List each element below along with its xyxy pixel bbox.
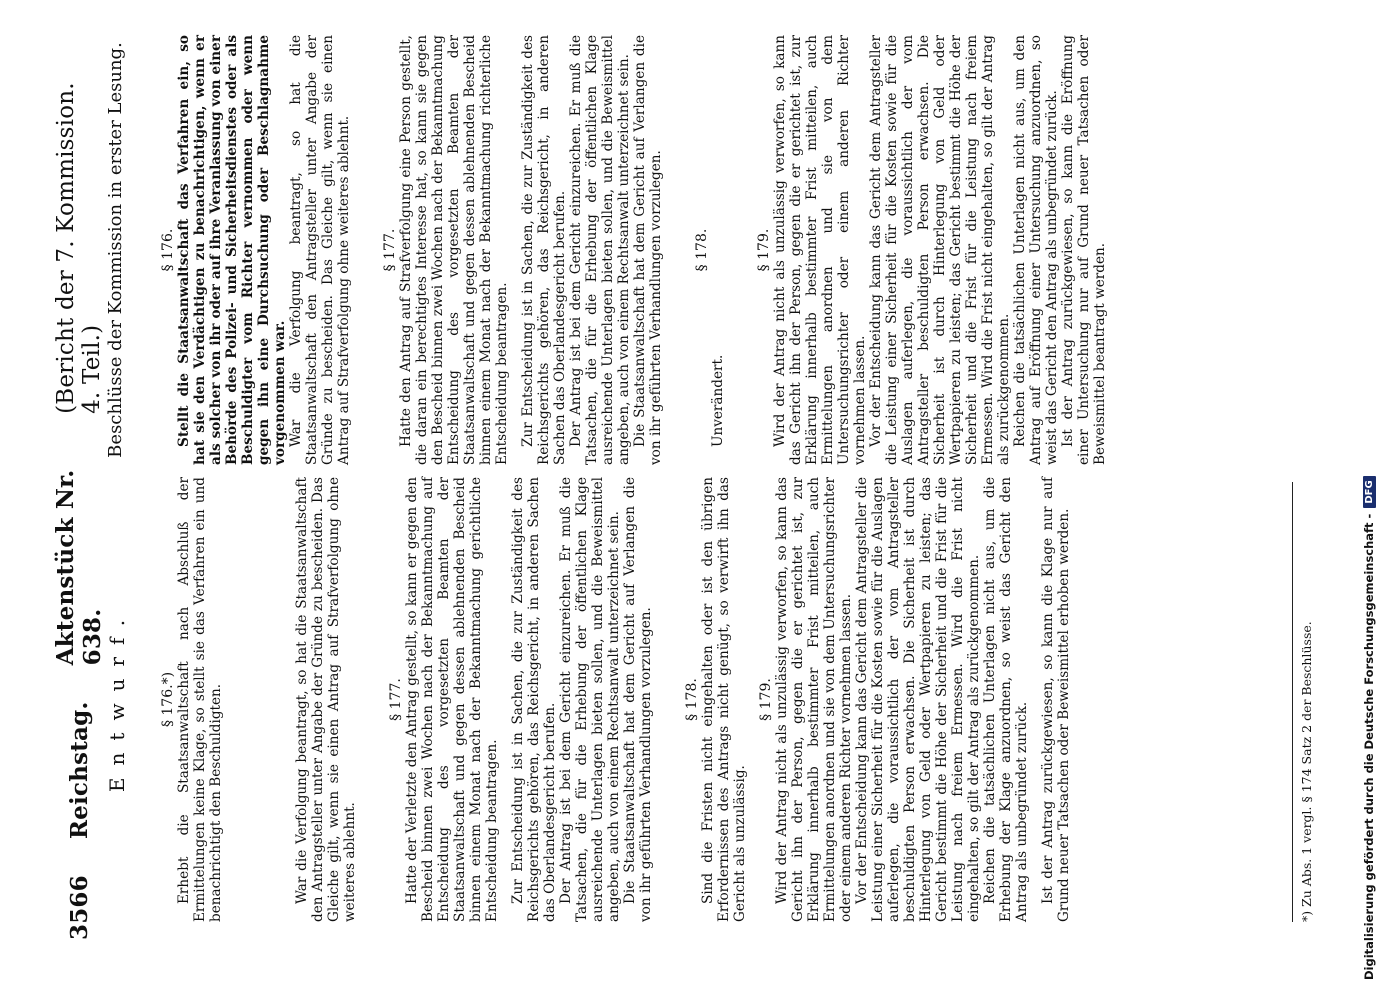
dfg-logo-icon: DFG <box>1363 476 1376 507</box>
section-heading: § 178. <box>684 678 700 721</box>
section-heading: § 177. <box>382 228 398 272</box>
paragraph: Die Staatsanwaltschaft hat dem Gericht auf Verlangen die von ihr geführten Verhandlungen vorzulegen. <box>632 35 664 465</box>
paragraph: Der Antrag ist bei dem Gericht einzureichen. Er muß die Tatsachen, die für die Erhebung der öffentlichen Klage ausreichende Unterlagen bieten sollen, und die Beweismittel angeben, auch von einem Rechtsanwalt unterzeichnet sein. <box>558 477 622 922</box>
left-column <box>150 477 1072 922</box>
header-bericht: (Bericht der 7. Kommission. 4. Teil.) <box>53 82 105 414</box>
section-heading: § 178. <box>694 228 710 272</box>
digitization-note-text: Digitalisierung gefördert durch die Deutsche Forschungsgemeinschaft - <box>1362 513 1376 980</box>
paragraph: Wird der Antrag nicht als unzulässig verworfen, so kann das Gericht ihn der Person, gegen die er gerichtet ist, zur Erklärung innerhalb bestimmter Frist mitteilen, auch Ermittelungen anordnen und sie von dem Untersuchungsrichter oder einem anderen Richter vornehmen lassen. <box>772 35 868 465</box>
paragraph: Erhebt die Staatsanwaltschaft nach Abschluß der Ermittelungen keine Klage, so stellt sie das Verfahren ein und benachrichtigt den Beschuldigten. <box>176 477 224 922</box>
paragraph: Hatte den Antrag auf Strafverfolgung eine Person gestellt, die daran ein berechtigtes Interesse hat, so kann sie gegen den Bescheid binnen zwei Wochen nach der Bekanntmachung Entscheidung des vorgesetzten Beamten der Staatsanwaltschaft und gegen dessen ablehnenden Bescheid binnen einem Monat nach der Bekanntmachung richterliche Entscheidung beantragen. <box>398 35 510 465</box>
section-heading: § 177. <box>388 678 404 721</box>
paragraph: Zur Entscheidung ist in Sachen, die zur Zuständigkeit des Reichsgerichts gehören, das Reichsgericht, in anderen Sachen das Oberlandesgericht berufen. <box>510 477 558 922</box>
section-heading: § 176. <box>160 228 176 272</box>
paragraph: Hatte der Verletzte den Antrag gestellt, so kann er gegen den Bescheid binnen zwei Wochen nach der Bekanntmachung auf Entscheidung des vorgesetzten Beamten der Staatsanwaltschaft und gegen dessen ablehnenden Bescheid binnen einem Monat nach der Bekanntmachung gerichtliche Entscheidung beantragen. <box>404 477 500 922</box>
paragraph: Reichen die tatsächlichen Unterlagen nicht aus, um den Antrag auf Eröffnung einer Untersuchung anzuordnen, so weist das Gericht den Antrag als unbegründet zurück. <box>1012 35 1060 465</box>
paragraph: Sind die Fristen nicht eingehalten oder ist den übrigen Erfordernissen des Antrags nicht genügt, so verwirft ihn das Gericht als unzulässig. <box>700 477 748 922</box>
section-heading: § 179. <box>758 678 774 721</box>
right-column-title: Beschlüsse der Kommission in erster Lesung. <box>105 42 126 458</box>
paragraph: Ist der Antrag zurückgewiesen, so kann die Eröffnung einer Untersuchung nur auf Grund neuer Tatsachen oder Beweismittel beantragt werden. <box>1060 35 1108 465</box>
paragraph: Wird der Antrag nicht als unzulässig verworfen, so kann das Gericht ihn der Person, gegen die er gerichtet ist, zur Erklärung innerhalb bestimmter Frist mitteilen, auch Ermittelungen anordnen und sie von dem Untersuchungsrichter oder einem anderen Richter vornehmen lassen. <box>774 477 854 922</box>
page-number: 3566 <box>65 875 93 940</box>
header-aktenstueck: Aktenstück Nr. 638. <box>52 469 106 666</box>
section-heading: § 179. <box>756 228 772 272</box>
paragraph: War die Verfolgung beantragt, so hat die Staatsanwaltschaft den Antragsteller unter Angabe der Gründe zu bescheiden. Das Gleiche gilt, wenn sie einen Antrag auf Strafverfolgung ohne weiteres ablehnt. <box>294 477 358 922</box>
paragraph: Stellt die Staatsanwaltschaft das Verfahren ein, so hat sie den Verdächtigen zu benachrichtigen, wenn er als solcher von ihr oder auf ihre Veranlassung von einer Behörde des Polizei- und Sicherheitsdienstes oder als Beschuldigter vom Richter vernommen oder wenn gegen ihn eine Durchsuchung oder Beschlagnahme vorgenommen war. <box>176 35 288 465</box>
left-column-title: Entwurf. <box>105 607 129 793</box>
paragraph: War die Verfolgung beantragt, so hat die Staatsanwaltschaft den Antragsteller unter Angabe der Gründe zu bescheiden. Das Gleiche gilt, wenn sie einen Antrag auf Strafverfolgung ohne weiteres ablehnt. <box>288 35 352 465</box>
page-header <box>52 60 106 940</box>
paragraph: Vor der Entscheidung kann das Gericht dem Antragsteller die Leistung einer Sicherheit für die Kosten sowie für die Auslagen auferlegen, die voraussichtlich der vom Antragsteller beschuldigten Person erwachsen. Die Sicherheit ist durch Hinterlegung von Geld oder Wertpapieren zu leisten; das Gericht bestimmt die Höhe der Sicherheit und die Frist für die Leistung nach freiem Ermessen. Wird die Frist nicht eingehalten, so gilt der Antrag als zurückgenommen. <box>854 477 982 922</box>
right-column <box>150 35 1108 465</box>
paragraph: Unverändert. <box>710 354 726 447</box>
digitization-note <box>1362 20 1376 980</box>
footnote: *) Zu Abs. 1 vergl. § 174 Satz 2 der Beschlüsse. <box>1292 482 1314 922</box>
paragraph: Vor der Entscheidung kann das Gericht dem Antragsteller die Leistung einer Sicherheit für die Kosten sowie für die Auslagen auferlegen, die voraussichtlich der vom Antragsteller beschuldigten Person erwachsen. Die Sicherheit ist durch Hinterlegung von Geld oder Wertpapieren zu leisten; das Gericht bestimmt die Höhe der Sicherheit und die Frist für die Leistung nach freiem Ermessen. Wird die Frist nicht eingehalten, so gilt der Antrag als zurückgenommen. <box>868 35 1012 465</box>
paragraph: Zur Entscheidung ist in Sachen, die zur Zuständigkeit des Reichsgerichts gehören, das Reichsgericht, in anderen Sachen das Oberlandesgericht berufen. <box>520 35 568 465</box>
header-reichstag: Reichstag. <box>65 701 93 840</box>
section-heading: § 176.*) <box>160 671 176 728</box>
paragraph: Der Antrag ist bei dem Gericht einzureichen. Er muß die Tatsachen, die für die Erhebung der öffentlichen Klage ausreichende Unterlagen bieten sollen, und die Beweismittel angeben, auch von einem Rechtsanwalt unterzeichnet sein. <box>568 35 632 465</box>
paragraph: Reichen die tatsächlichen Unterlagen nicht aus, um die Erhebung der Klage anzuordnen, so weist das Gericht den Antrag als unbegründet zurück. <box>982 477 1030 922</box>
paragraph: Ist der Antrag zurückgewiesen, so kann die Klage nur auf Grund neuer Tatsachen oder Beweismittel erhoben werden. <box>1040 477 1072 922</box>
paragraph: Die Staatsanwaltschaft hat dem Gericht auf Verlangen die von ihr geführten Verhandlungen vorzulegen. <box>622 477 654 922</box>
